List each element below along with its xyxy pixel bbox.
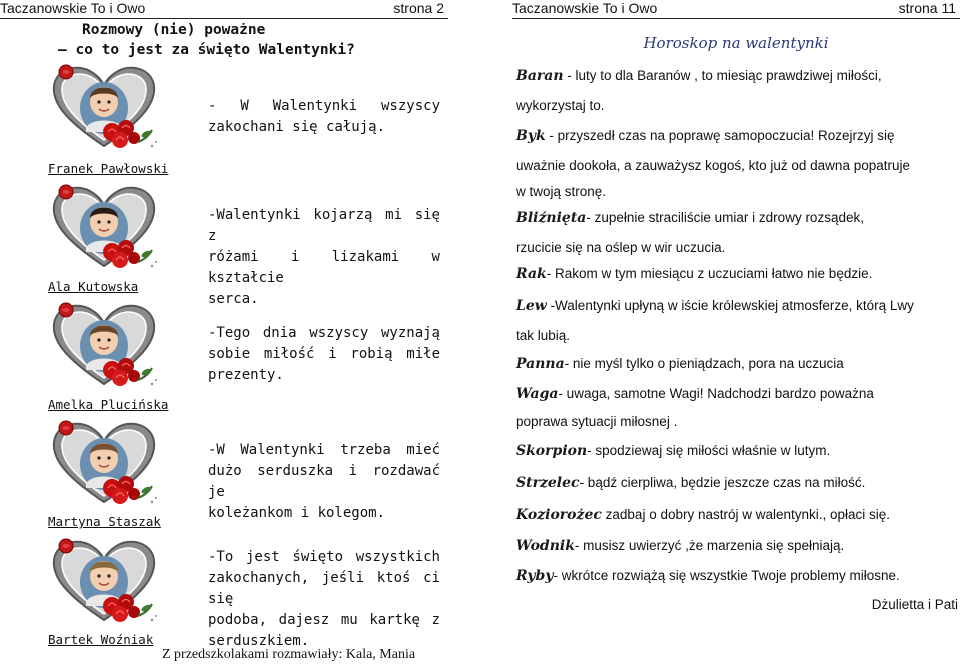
horoscope-text: -Walentynki upłyną w iście królewskiej atmosferze, którą Lwy [546,298,914,313]
kid-name: Martyna Staszak [48,514,161,529]
horoscope-line [516,473,960,493]
zodiac-sign: Ryby [516,568,554,584]
kid-quote-line: - W Walentynki wszyscy [208,98,440,114]
horoscope-line [516,441,960,461]
kid-portrait [48,536,160,626]
horoscope-line [516,354,960,374]
horoscope-text: - przyszedł czas na poprawę samopoczucia! Rozejrzyj się [545,128,895,143]
kid-quote-line: prezenty. [208,367,284,383]
kid-name: Amelka Plucińska [48,397,169,412]
kid-portrait [48,300,160,390]
horoscope-line [516,412,960,432]
horoscope-line [516,66,960,86]
kid-portrait [48,418,160,508]
kid-quote-line: -Tego dnia wszyscy wyznają [208,325,440,341]
horoscope-text: - musisz uwierzyć ,że marzenia się spełniają. [574,538,845,553]
heart-frame-photo-icon [48,418,160,508]
horoscope-text: zadbaj o dobry nastrój w walentynki., opłaci się. [601,507,891,522]
kid-quote-line: zakochanych, jeśli ktoś ci się [208,570,440,607]
horoscope-line [516,566,960,586]
horoscope-author: Dżulietta i Pati [871,597,958,612]
horoscope-line [516,182,960,202]
kid-quote-line: różami i lizakami w kształcie [208,249,440,286]
right-page [512,0,960,665]
zodiac-sign: Bliźnięta [516,210,587,226]
horoscope-text: - spodziewaj się miłości właśnie w lutym. [587,443,831,458]
kid-portrait [48,182,160,272]
left-page-header [0,0,448,19]
horoscope-line [516,384,960,404]
heart-frame-photo-icon [48,182,160,272]
horoscope-line [516,208,960,228]
right-header-title: Taczanowskie To i Owo [512,0,658,16]
horoscope-text: - zupełnie straciliście umiar i zdrowy rozsądek, [586,210,864,225]
interview-title-line1: Rozmowy (nie) poważne [82,22,266,38]
horoscope-text: - bądź cierpliwa, będzie jeszcze czas na miłość. [579,475,866,490]
horoscope-line [516,126,960,146]
horoscope-line [516,326,960,346]
zodiac-sign: Strzelec [516,475,580,491]
kid-quote [208,440,440,524]
left-page [0,0,448,665]
horoscope-line [516,296,960,316]
horoscope-line [516,156,960,176]
kid-quote-line: dużo serduszka i rozdawać je [208,463,440,500]
zodiac-sign: Lew [516,298,547,314]
interview-title-line2: – co to jest za święto Walentynki? [58,42,355,58]
zodiac-sign: Koziorożec [516,507,602,523]
kid-name: Ala Kutowska [48,279,139,294]
kid-name: Franek Pawłowski [48,161,169,176]
horoscope-line [516,96,960,116]
kid-name: Bartek Woźniak [48,632,154,647]
kid-quote-line: podoba, dajesz mu kartkę z [208,612,440,628]
right-page-header [512,0,960,19]
left-header-title: Taczanowskie To i Owo [0,0,146,16]
horoscope-text: wykorzystaj to. [516,98,605,113]
zodiac-sign: Waga [516,386,559,402]
kid-quote-line: zakochani się całują. [208,119,386,135]
horoscope-text: tak lubią. [516,328,571,343]
kid-quote-line: -To jest święto wszystkich [208,549,440,565]
heart-frame-photo-icon [48,62,160,152]
horoscope-text: - nie myśl tylko o pieniądzach, pora na uczucia [564,356,844,371]
kid-quote-line: serduszkiem. [208,633,310,649]
horoscope-text: w twoją stronę. [516,184,607,199]
kid-portrait [48,62,160,152]
interview-title [58,20,379,60]
zodiac-sign: Rak [516,266,547,282]
kid-quote-line: sobie miłość i robią miłe [208,346,440,362]
zodiac-sign: Panna [516,356,565,372]
zodiac-sign: Byk [516,128,546,144]
horoscope-line [516,505,960,525]
horoscope-text: - uwaga, samotne Wagi! Nadchodzi bardzo poważna [558,386,874,401]
horoscope-text: - luty to dla Baranów , to miesiąc prawdziwej miłości, [563,68,882,83]
kid-quote-line: koleżankom i kolegom. [208,505,386,521]
kid-quote [208,205,440,310]
left-header-page-number: strona 2 [393,0,444,16]
zodiac-sign: Wodnik [516,538,575,554]
horoscope-line [516,238,960,258]
kid-quote [208,96,440,138]
zodiac-sign: Baran [516,68,564,84]
horoscope-text: - Rakom w tym miesiącu z uczuciami łatwo nie będzie. [546,266,873,281]
kid-quote-line: -W Walentynki trzeba mieć [208,442,440,458]
kid-quote [208,323,440,386]
kid-quote-line: serca. [208,291,259,307]
heart-frame-photo-icon [48,536,160,626]
kid-quote-line: -Walentynki kojarzą mi się z [208,207,440,244]
heart-frame-photo-icon [48,300,160,390]
horoscope-text: uważnie dookoła, a zauważysz kogoś, kto już od dawna popatruje [516,158,910,173]
horoscope-title: Horoskop na walentynki [643,34,829,52]
interview-credit: Z przedszkolakami rozmawiały: Kala, Mania [162,647,416,662]
kid-quote [208,547,440,652]
horoscope-line [516,264,960,284]
zodiac-sign: Skorpion [516,443,588,459]
right-header-page-number: strona 11 [898,0,956,16]
horoscope-text: - wkrótce rozwiążą się wszystkie Twoje problemy miłosne. [553,568,900,583]
horoscope-text: rzucicie się na oślep w wir uczucia. [516,240,726,255]
horoscope-line [516,536,960,556]
horoscope-text: poprawa sytuacji miłosnej . [516,414,678,429]
